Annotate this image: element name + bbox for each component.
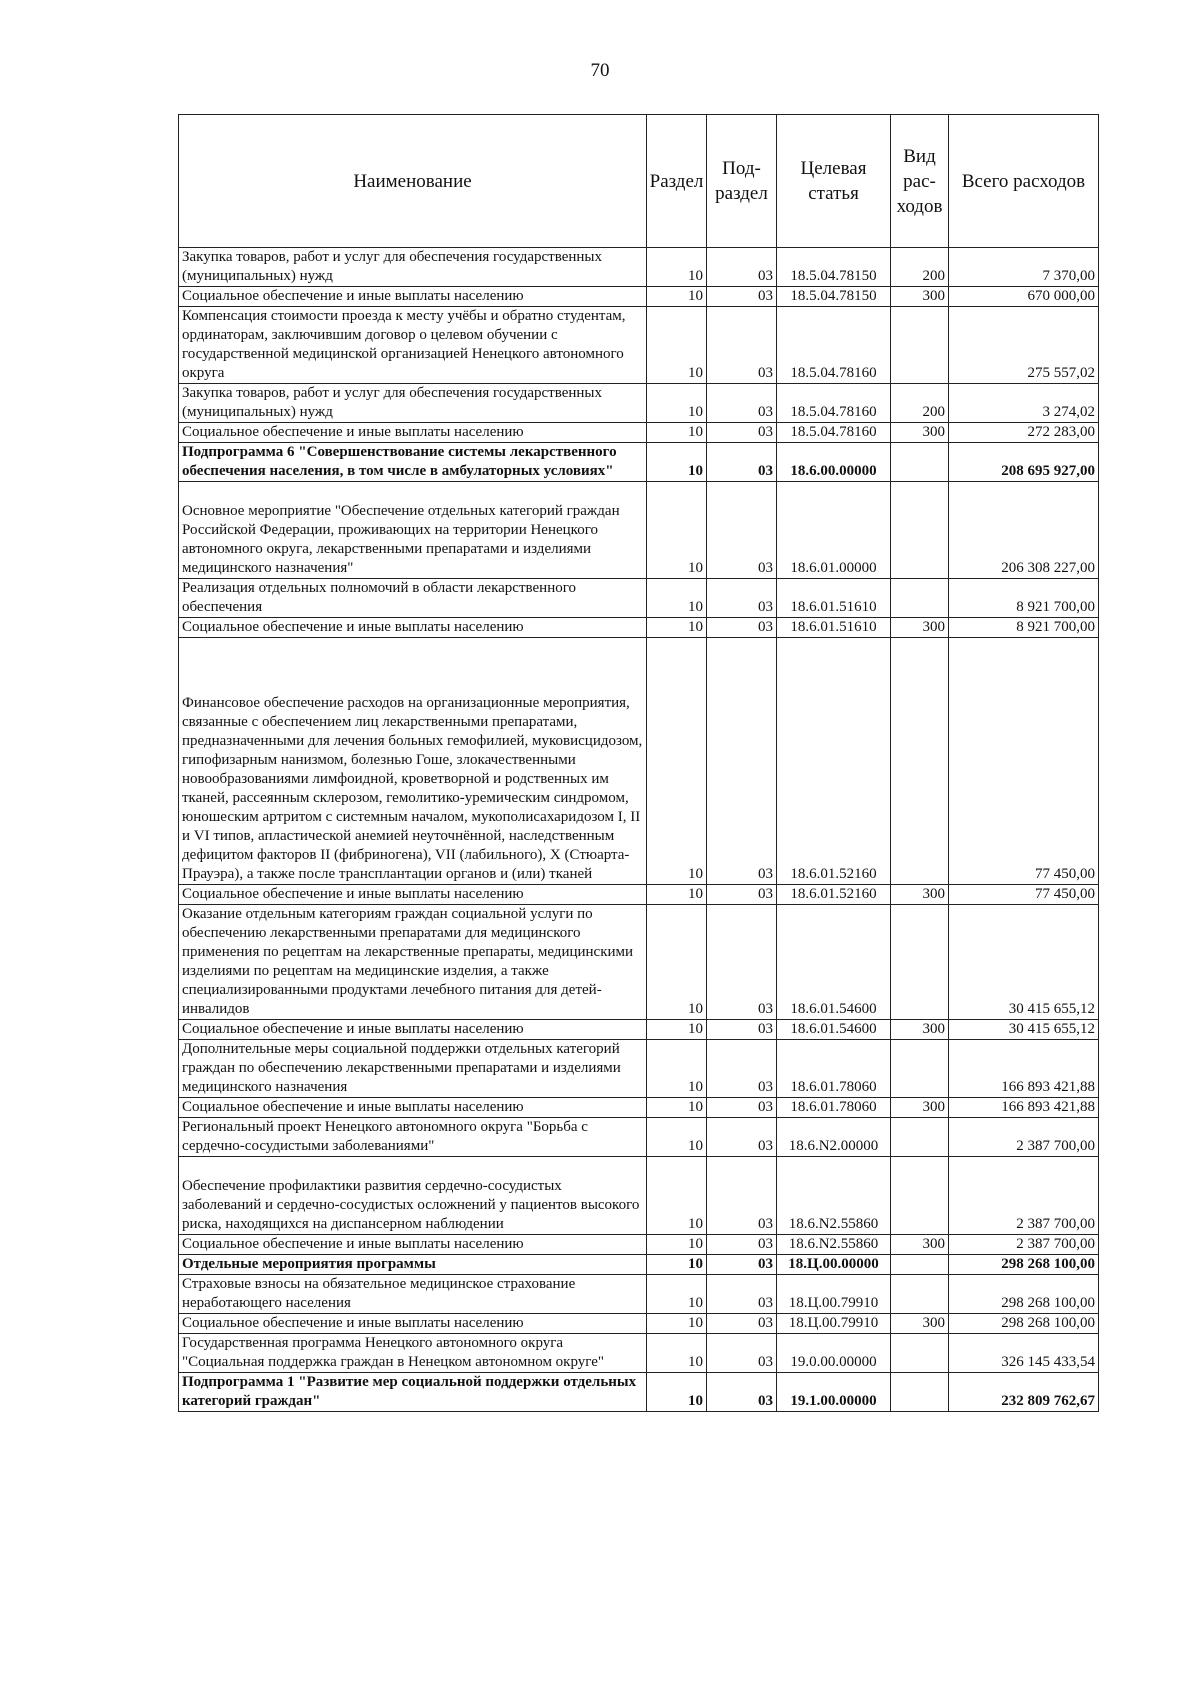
cell-razdel: 10 — [647, 384, 707, 423]
cell-celevaya-statya: 18.6.01.78060 — [777, 1040, 891, 1098]
cell-celevaya-statya: 18.5.04.78160 — [777, 384, 891, 423]
budget-table — [178, 114, 1099, 1412]
cell-razdel: 10 — [647, 307, 707, 384]
table-header-row — [179, 115, 1099, 248]
cell-name: Социальное обеспечение и иные выплаты населению — [179, 885, 647, 905]
cell-total: 30 415 655,12 — [949, 905, 1099, 1020]
cell-name: Социальное обеспечение и иные выплаты населению — [179, 1314, 647, 1334]
cell-total: 8 921 700,00 — [949, 618, 1099, 638]
cell-vid-rashodov — [891, 1040, 949, 1098]
cell-name: Закупка товаров, работ и услуг для обеспечения государственных (муниципальных) нужд — [179, 248, 647, 287]
cell-total: 232 809 762,67 — [949, 1373, 1099, 1412]
cell-celevaya-statya: 18.6.01.52160 — [777, 638, 891, 885]
cell-razdel: 10 — [647, 1157, 707, 1235]
header-vid — [891, 115, 949, 248]
cell-razdel: 10 — [647, 443, 707, 482]
cell-total: 2 387 700,00 — [949, 1235, 1099, 1255]
cell-podrazdel: 03 — [707, 1255, 777, 1275]
header-vid-line: рас- — [903, 170, 936, 192]
cell-razdel: 10 — [647, 1255, 707, 1275]
cell-name: Закупка товаров, работ и услуг для обеспечения государственных (муниципальных) нужд — [179, 384, 647, 423]
cell-name: Государственная программа Ненецкого автономного округа "Социальная поддержка граждан в Ненецком автономном округе" — [179, 1334, 647, 1373]
cell-podrazdel: 03 — [707, 1157, 777, 1235]
cell-name: Социальное обеспечение и иные выплаты населению — [179, 1235, 647, 1255]
cell-total: 2 387 700,00 — [949, 1118, 1099, 1157]
header-vid-line: Вид — [903, 145, 936, 167]
cell-total: 166 893 421,88 — [949, 1040, 1099, 1098]
table-row — [179, 1118, 1099, 1157]
cell-celevaya-statya: 18.Ц.00.79910 — [777, 1275, 891, 1314]
cell-vid-rashodov: 300 — [891, 1020, 949, 1040]
cell-vid-rashodov — [891, 905, 949, 1020]
header-name: Наименование — [179, 115, 647, 248]
cell-total: 272 283,00 — [949, 423, 1099, 443]
cell-podrazdel: 03 — [707, 1334, 777, 1373]
cell-razdel: 10 — [647, 1334, 707, 1373]
cell-vid-rashodov: 300 — [891, 1098, 949, 1118]
cell-vid-rashodov: 200 — [891, 384, 949, 423]
cell-podrazdel: 03 — [707, 905, 777, 1020]
cell-celevaya-statya: 18.6.01.51610 — [777, 618, 891, 638]
cell-name: Реализация отдельных полномочий в области лекарственного обеспечения — [179, 579, 647, 618]
cell-celevaya-statya: 18.6.01.78060 — [777, 1098, 891, 1118]
cell-celevaya-statya: 18.6.N2.55860 — [777, 1157, 891, 1235]
cell-total: 206 308 227,00 — [949, 482, 1099, 579]
cell-celevaya-statya: 18.6.00.00000 — [777, 443, 891, 482]
table-row — [179, 618, 1099, 638]
cell-podrazdel: 03 — [707, 1020, 777, 1040]
table-row — [179, 885, 1099, 905]
cell-name: Основное мероприятие "Обеспечение отдельных категорий граждан Российской Федерации, проживающих на территории Ненецкого автономного округа, лекарственными препаратами и изделиями медицинского назначения" — [179, 482, 647, 579]
cell-celevaya-statya: 18.6.01.00000 — [777, 482, 891, 579]
cell-razdel: 10 — [647, 1098, 707, 1118]
cell-vid-rashodov — [891, 579, 949, 618]
cell-razdel: 10 — [647, 1118, 707, 1157]
cell-celevaya-statya: 18.5.04.78150 — [777, 248, 891, 287]
cell-celevaya-statya: 18.6.N2.00000 — [777, 1118, 891, 1157]
cell-celevaya-statya: 18.6.01.54600 — [777, 905, 891, 1020]
cell-name: Оказание отдельным категориям граждан социальной услуги по обеспечению лекарственными препаратами для медицинского применения по рецептам на лекарственные препараты, медицинскими изделиями по рецептам на медицинские изделия, а также специализированными продуктами лечебного питания для детей-инвалидов — [179, 905, 647, 1020]
table-row — [179, 1098, 1099, 1118]
table-row — [179, 1373, 1099, 1412]
cell-total: 8 921 700,00 — [949, 579, 1099, 618]
cell-podrazdel: 03 — [707, 1098, 777, 1118]
cell-vid-rashodov — [891, 1255, 949, 1275]
cell-name: Отдельные мероприятия программы — [179, 1255, 647, 1275]
cell-razdel: 10 — [647, 579, 707, 618]
cell-podrazdel: 03 — [707, 423, 777, 443]
cell-razdel: 10 — [647, 1373, 707, 1412]
cell-celevaya-statya: 18.Ц.00.00000 — [777, 1255, 891, 1275]
cell-total: 326 145 433,54 — [949, 1334, 1099, 1373]
table-row — [179, 905, 1099, 1020]
cell-name: Обеспечение профилактики развития сердечно-сосудистых заболеваний и сердечно-сосудистых осложнений у пациентов высокого риска, находящихся на диспансерном наблюдении — [179, 1157, 647, 1235]
cell-name: Компенсация стоимости проезда к месту учёбы и обратно студентам, ординаторам, заключившим договор о целевом обучении с государственной медицинской организацией Ненецкого автономного округа — [179, 307, 647, 384]
cell-vid-rashodov — [891, 1334, 949, 1373]
cell-total: 166 893 421,88 — [949, 1098, 1099, 1118]
cell-podrazdel: 03 — [707, 1040, 777, 1098]
table-body — [179, 248, 1099, 1412]
cell-podrazdel: 03 — [707, 1118, 777, 1157]
cell-celevaya-statya: 18.6.01.52160 — [777, 885, 891, 905]
cell-razdel: 10 — [647, 905, 707, 1020]
cell-total: 77 450,00 — [949, 885, 1099, 905]
cell-razdel: 10 — [647, 1314, 707, 1334]
header-podrazdel — [707, 115, 777, 248]
table-row — [179, 1314, 1099, 1334]
table-row — [179, 1040, 1099, 1098]
cell-podrazdel: 03 — [707, 638, 777, 885]
cell-razdel: 10 — [647, 618, 707, 638]
cell-podrazdel: 03 — [707, 1373, 777, 1412]
cell-podrazdel: 03 — [707, 885, 777, 905]
cell-celevaya-statya: 19.1.00.00000 — [777, 1373, 891, 1412]
table-row — [179, 248, 1099, 287]
cell-celevaya-statya: 18.6.01.51610 — [777, 579, 891, 618]
cell-razdel: 10 — [647, 885, 707, 905]
table-row — [179, 443, 1099, 482]
cell-podrazdel: 03 — [707, 579, 777, 618]
table-row — [179, 423, 1099, 443]
cell-name: Страховые взносы на обязательное медицинское страхование неработающего населения — [179, 1275, 647, 1314]
cell-vid-rashodov: 300 — [891, 287, 949, 307]
table-row — [179, 1235, 1099, 1255]
cell-celevaya-statya: 18.6.01.54600 — [777, 1020, 891, 1040]
cell-razdel: 10 — [647, 482, 707, 579]
table-row — [179, 1275, 1099, 1314]
cell-podrazdel: 03 — [707, 287, 777, 307]
table-row — [179, 482, 1099, 579]
cell-podrazdel: 03 — [707, 443, 777, 482]
cell-vid-rashodov — [891, 307, 949, 384]
cell-razdel: 10 — [647, 1020, 707, 1040]
cell-razdel: 10 — [647, 1235, 707, 1255]
cell-vid-rashodov — [891, 638, 949, 885]
cell-total: 275 557,02 — [949, 307, 1099, 384]
cell-razdel: 10 — [647, 423, 707, 443]
cell-razdel: 10 — [647, 1275, 707, 1314]
cell-total: 2 387 700,00 — [949, 1157, 1099, 1235]
table-row — [179, 307, 1099, 384]
header-razdel: Раздел — [647, 115, 707, 248]
header-podrazdel-line: Под- — [722, 158, 761, 179]
cell-name: Социальное обеспечение и иные выплаты населению — [179, 1098, 647, 1118]
cell-vid-rashodov — [891, 482, 949, 579]
cell-name: Социальное обеспечение и иные выплаты населению — [179, 423, 647, 443]
cell-total: 3 274,02 — [949, 384, 1099, 423]
cell-razdel: 10 — [647, 638, 707, 885]
cell-celevaya-statya: 19.0.00.00000 — [777, 1334, 891, 1373]
cell-vid-rashodov: 200 — [891, 248, 949, 287]
cell-name: Подпрограмма 1 "Развитие мер социальной поддержки отдельных категорий граждан" — [179, 1373, 647, 1412]
cell-vid-rashodov — [891, 443, 949, 482]
cell-name: Финансовое обеспечение расходов на организационные мероприятия, связанные с обеспечением лиц лекарственными препаратами, предназначенными для лечения больных гемофилией, муковисцидозом, гипофизарным нанизмом, болезнью Гоше, злокачественными новообразованиями лимфоидной, кроветворной и родственных им тканей, рассеянным склерозом, гемолитико-уремическим синдромом, юношеским артритом с системным началом, мукополисахаридозом I, II и VI типов, апластической анемией неуточнённой, наследственным дефицитом факторов II (фибриногена), VII (лабильного), X (Стюарта-Прауэра), а также после трансплантации органов и (или) тканей — [179, 638, 647, 885]
cell-total: 298 268 100,00 — [949, 1314, 1099, 1334]
header-celevaya-line: статья — [808, 183, 859, 204]
cell-vid-rashodov — [891, 1118, 949, 1157]
table-row — [179, 638, 1099, 885]
cell-razdel: 10 — [647, 1040, 707, 1098]
cell-podrazdel: 03 — [707, 1275, 777, 1314]
cell-total: 670 000,00 — [949, 287, 1099, 307]
cell-vid-rashodov: 300 — [891, 885, 949, 905]
cell-name: Региональный проект Ненецкого автономного округа "Борьба с сердечно-сосудистыми заболеваниями" — [179, 1118, 647, 1157]
cell-celevaya-statya: 18.Ц.00.79910 — [777, 1314, 891, 1334]
cell-vid-rashodov — [891, 1157, 949, 1235]
table-row — [179, 1020, 1099, 1040]
cell-vid-rashodov: 300 — [891, 423, 949, 443]
cell-vid-rashodov — [891, 1275, 949, 1314]
table-row — [179, 287, 1099, 307]
cell-podrazdel: 03 — [707, 1235, 777, 1255]
cell-podrazdel: 03 — [707, 248, 777, 287]
cell-razdel: 10 — [647, 248, 707, 287]
header-podrazdel-line: раздел — [715, 183, 768, 204]
cell-vid-rashodov: 300 — [891, 1235, 949, 1255]
cell-name: Социальное обеспечение и иные выплаты населению — [179, 287, 647, 307]
cell-name: Социальное обеспечение и иные выплаты населению — [179, 618, 647, 638]
table-row — [179, 1334, 1099, 1373]
cell-celevaya-statya: 18.5.04.78150 — [777, 287, 891, 307]
page-number: 70 — [590, 60, 610, 81]
header-vid-line: ходов — [896, 195, 943, 217]
header-celevaya-line: Целевая — [800, 158, 867, 179]
cell-podrazdel: 03 — [707, 307, 777, 384]
cell-celevaya-statya: 18.6.N2.55860 — [777, 1235, 891, 1255]
table-row — [179, 384, 1099, 423]
cell-total: 298 268 100,00 — [949, 1255, 1099, 1275]
cell-total: 208 695 927,00 — [949, 443, 1099, 482]
table-row — [179, 579, 1099, 618]
cell-vid-rashodov — [891, 1373, 949, 1412]
cell-celevaya-statya: 18.5.04.78160 — [777, 307, 891, 384]
header-celevaya — [777, 115, 891, 248]
cell-total: 7 370,00 — [949, 248, 1099, 287]
cell-name: Социальное обеспечение и иные выплаты населению — [179, 1020, 647, 1040]
table-row — [179, 1255, 1099, 1275]
cell-podrazdel: 03 — [707, 384, 777, 423]
cell-vid-rashodov: 300 — [891, 1314, 949, 1334]
table-row — [179, 1157, 1099, 1235]
cell-total: 77 450,00 — [949, 638, 1099, 885]
cell-name: Подпрограмма 6 "Совершенствование системы лекарственного обеспечения населения, в том числе в амбулаторных условиях" — [179, 443, 647, 482]
cell-podrazdel: 03 — [707, 1314, 777, 1334]
cell-podrazdel: 03 — [707, 618, 777, 638]
cell-name: Дополнительные меры социальной поддержки отдельных категорий граждан по обеспечению лекарственными препаратами и изделиями медицинского назначения — [179, 1040, 647, 1098]
cell-podrazdel: 03 — [707, 482, 777, 579]
cell-razdel: 10 — [647, 287, 707, 307]
cell-celevaya-statya: 18.5.04.78160 — [777, 423, 891, 443]
cell-total: 298 268 100,00 — [949, 1275, 1099, 1314]
cell-total: 30 415 655,12 — [949, 1020, 1099, 1040]
cell-vid-rashodov: 300 — [891, 618, 949, 638]
header-total: Всего расходов — [949, 115, 1099, 248]
